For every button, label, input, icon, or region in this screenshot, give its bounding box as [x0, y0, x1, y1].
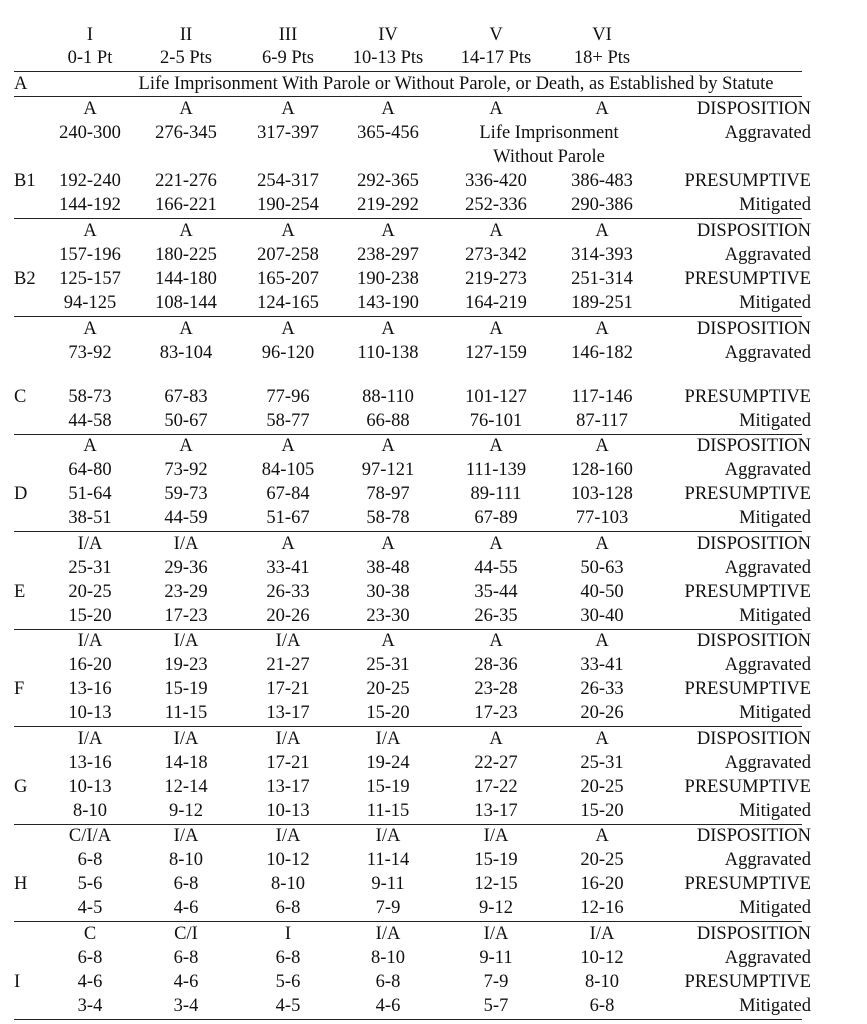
mitigated-cell: 15-20 — [580, 801, 624, 821]
mitigated-cell: 66-88 — [366, 411, 410, 431]
group-rule — [14, 1019, 802, 1020]
column-header-roman: II — [179, 25, 193, 45]
mitigated-row-label: Mitigated — [739, 606, 811, 626]
presumptive-cell: 23-29 — [164, 582, 208, 602]
presumptive-row-label: PRESUMPTIVE — [684, 484, 811, 504]
disposition-cell: A — [489, 534, 503, 554]
presumptive-cell: 125-157 — [59, 269, 121, 289]
presumptive-cell: 6-8 — [173, 874, 199, 894]
group-rule — [14, 316, 802, 317]
aggravated-row-label: Aggravated — [724, 655, 811, 675]
offense-class-label: G — [14, 777, 28, 797]
disposition-cell: A — [489, 436, 503, 456]
aggravated-cell: 28-36 — [474, 655, 518, 675]
mitigated-cell: 67-89 — [474, 508, 518, 528]
presumptive-cell: 88-110 — [362, 387, 414, 407]
disposition-cell: A — [381, 436, 395, 456]
aggravated-cell: 16-20 — [68, 655, 112, 675]
aggravated-cell: 6-8 — [77, 948, 103, 968]
life-imprisonment-merged-cell: Without Parole — [493, 147, 605, 167]
mitigated-cell: 4-6 — [173, 898, 199, 918]
disposition-cell: A — [179, 436, 193, 456]
disposition-cell: A — [381, 99, 395, 119]
offense-class-label: D — [14, 484, 28, 504]
aggravated-cell: 50-63 — [580, 558, 624, 578]
presumptive-cell: 59-73 — [164, 484, 208, 504]
aggravated-cell: 33-41 — [580, 655, 624, 675]
aggravated-cell: 111-139 — [465, 460, 527, 480]
mitigated-cell: 124-165 — [257, 293, 319, 313]
aggravated-cell: 73-92 — [164, 460, 208, 480]
disposition-cell: A — [489, 631, 503, 651]
disposition-row-label: DISPOSITION — [696, 924, 811, 944]
disposition-cell: I/A — [77, 534, 103, 554]
disposition-cell: A — [489, 221, 503, 241]
disposition-cell: A — [281, 436, 295, 456]
presumptive-cell: 221-276 — [155, 171, 217, 191]
column-header-roman: V — [489, 25, 503, 45]
mitigated-cell: 189-251 — [571, 293, 633, 313]
disposition-cell: I/A — [275, 729, 301, 749]
offense-class-label: B1 — [14, 171, 36, 191]
mitigated-cell: 58-77 — [266, 411, 310, 431]
disposition-cell: A — [83, 221, 97, 241]
presumptive-cell: 144-180 — [155, 269, 217, 289]
aggravated-cell: 44-55 — [474, 558, 518, 578]
row-a-label: A — [14, 74, 28, 94]
disposition-row-label: DISPOSITION — [696, 729, 811, 749]
mitigated-cell: 4-6 — [375, 996, 401, 1016]
presumptive-cell: 20-25 — [68, 582, 112, 602]
presumptive-cell: 58-73 — [68, 387, 112, 407]
disposition-cell: A — [381, 319, 395, 339]
mitigated-cell: 290-386 — [571, 195, 633, 215]
presumptive-cell: 101-127 — [465, 387, 527, 407]
disposition-cell: A — [281, 534, 295, 554]
aggravated-cell: 19-24 — [366, 753, 410, 773]
aggravated-cell: 8-10 — [371, 948, 405, 968]
disposition-cell: I/A — [173, 826, 199, 846]
aggravated-cell: 365-456 — [357, 123, 419, 143]
mitigated-cell: 38-51 — [68, 508, 112, 528]
aggravated-cell: 20-25 — [580, 850, 624, 870]
presumptive-cell: 7-9 — [483, 972, 509, 992]
aggravated-cell: 276-345 — [155, 123, 217, 143]
presumptive-cell: 4-6 — [77, 972, 103, 992]
offense-class-label: I — [14, 972, 21, 992]
mitigated-cell: 4-5 — [275, 996, 301, 1016]
mitigated-cell: 58-78 — [366, 508, 410, 528]
mitigated-cell: 26-35 — [474, 606, 518, 626]
mitigated-row-label: Mitigated — [739, 996, 811, 1016]
disposition-row-label: DISPOSITION — [696, 826, 811, 846]
mitigated-cell: 6-8 — [275, 898, 301, 918]
presumptive-row-label: PRESUMPTIVE — [684, 582, 811, 602]
aggravated-cell: 10-12 — [580, 948, 624, 968]
disposition-cell: A — [595, 534, 609, 554]
aggravated-cell: 240-300 — [59, 123, 121, 143]
disposition-cell: I/A — [173, 631, 199, 651]
aggravated-cell: 21-27 — [266, 655, 310, 675]
aggravated-cell: 64-80 — [68, 460, 112, 480]
presumptive-row-label: PRESUMPTIVE — [684, 679, 811, 699]
presumptive-cell: 6-8 — [375, 972, 401, 992]
disposition-row-label: DISPOSITION — [696, 436, 811, 456]
header-rule — [14, 71, 802, 72]
aggravated-row-label: Aggravated — [724, 558, 811, 578]
aggravated-cell: 19-23 — [164, 655, 208, 675]
presumptive-cell: 12-14 — [164, 777, 208, 797]
column-header-points: 18+ Pts — [573, 48, 631, 68]
presumptive-cell: 386-483 — [571, 171, 633, 191]
aggravated-row-label: Aggravated — [724, 460, 811, 480]
presumptive-cell: 23-28 — [474, 679, 518, 699]
presumptive-row-label: PRESUMPTIVE — [684, 269, 811, 289]
mitigated-cell: 20-26 — [580, 703, 624, 723]
presumptive-cell: 20-25 — [580, 777, 624, 797]
group-rule — [14, 921, 802, 922]
aggravated-row-label: Aggravated — [724, 753, 811, 773]
mitigated-cell: 7-9 — [375, 898, 401, 918]
life-imprisonment-merged-cell: Life Imprisonment — [479, 123, 619, 143]
aggravated-cell: 22-27 — [474, 753, 518, 773]
aggravated-cell: 127-159 — [465, 343, 527, 363]
mitigated-row-label: Mitigated — [739, 898, 811, 918]
presumptive-cell: 5-6 — [77, 874, 103, 894]
aggravated-row-label: Aggravated — [724, 123, 811, 143]
aggravated-cell: 207-258 — [257, 245, 319, 265]
mitigated-cell: 30-40 — [580, 606, 624, 626]
aggravated-row-label: Aggravated — [724, 245, 811, 265]
mitigated-cell: 3-4 — [173, 996, 199, 1016]
presumptive-cell: 78-97 — [366, 484, 410, 504]
presumptive-cell: 117-146 — [571, 387, 633, 407]
offense-class-label: B2 — [14, 269, 36, 289]
disposition-row-label: DISPOSITION — [696, 319, 811, 339]
mitigated-cell: 10-13 — [68, 703, 112, 723]
mitigated-cell: 144-192 — [59, 195, 121, 215]
presumptive-cell: 17-21 — [266, 679, 310, 699]
mitigated-cell: 4-5 — [77, 898, 103, 918]
disposition-cell: A — [179, 99, 193, 119]
mitigated-row-label: Mitigated — [739, 195, 811, 215]
aggravated-cell: 73-92 — [68, 343, 112, 363]
presumptive-cell: 103-128 — [571, 484, 633, 504]
presumptive-cell: 165-207 — [257, 269, 319, 289]
disposition-cell: C/I — [174, 924, 198, 944]
presumptive-cell: 67-84 — [266, 484, 310, 504]
aggravated-cell: 273-342 — [465, 245, 527, 265]
disposition-cell: A — [83, 99, 97, 119]
mitigated-cell: 9-12 — [169, 801, 203, 821]
presumptive-cell: 251-314 — [571, 269, 633, 289]
presumptive-cell: 8-10 — [585, 972, 619, 992]
presumptive-cell: 15-19 — [366, 777, 410, 797]
aggravated-cell: 6-8 — [275, 948, 301, 968]
disposition-cell: C — [83, 924, 97, 944]
disposition-cell: C/I/A — [68, 826, 112, 846]
aggravated-cell: 6-8 — [77, 850, 103, 870]
column-header-points: 0-1 Pt — [67, 48, 113, 68]
disposition-cell: A — [489, 99, 503, 119]
aggravated-cell: 157-196 — [59, 245, 121, 265]
aggravated-cell: 29-36 — [164, 558, 208, 578]
disposition-cell: I/A — [275, 826, 301, 846]
presumptive-row-label: PRESUMPTIVE — [684, 972, 811, 992]
column-header-roman: VI — [592, 25, 612, 45]
disposition-cell: I/A — [375, 826, 401, 846]
mitigated-cell: 10-13 — [266, 801, 310, 821]
mitigated-cell: 44-59 — [164, 508, 208, 528]
disposition-cell: A — [595, 99, 609, 119]
aggravated-cell: 84-105 — [261, 460, 315, 480]
aggravated-cell: 110-138 — [357, 343, 419, 363]
presumptive-cell: 77-96 — [266, 387, 310, 407]
mitigated-row-label: Mitigated — [739, 703, 811, 723]
disposition-cell: A — [179, 221, 193, 241]
aggravated-cell: 25-31 — [68, 558, 112, 578]
presumptive-cell: 292-365 — [357, 171, 419, 191]
mitigated-cell: 143-190 — [357, 293, 419, 313]
aggravated-cell: 238-297 — [357, 245, 419, 265]
disposition-cell: A — [595, 436, 609, 456]
aggravated-row-label: Aggravated — [724, 948, 811, 968]
disposition-cell: I/A — [77, 729, 103, 749]
mitigated-cell: 164-219 — [465, 293, 527, 313]
disposition-cell: I/A — [77, 631, 103, 651]
aggravated-cell: 13-16 — [68, 753, 112, 773]
disposition-cell: I/A — [173, 534, 199, 554]
mitigated-cell: 23-30 — [366, 606, 410, 626]
aggravated-cell: 97-121 — [361, 460, 415, 480]
column-header-points: 6-9 Pts — [262, 48, 314, 68]
disposition-cell: I/A — [375, 729, 401, 749]
mitigated-row-label: Mitigated — [739, 411, 811, 431]
disposition-cell: I — [284, 924, 292, 944]
aggravated-cell: 10-12 — [266, 850, 310, 870]
column-header-points: 14-17 Pts — [460, 48, 532, 68]
mitigated-cell: 15-20 — [366, 703, 410, 723]
offense-class-label: E — [14, 582, 26, 602]
presumptive-cell: 254-317 — [257, 171, 319, 191]
mitigated-cell: 44-58 — [68, 411, 112, 431]
mitigated-cell: 51-67 — [266, 508, 310, 528]
aggravated-cell: 25-31 — [580, 753, 624, 773]
aggravated-cell: 317-397 — [257, 123, 319, 143]
aggravated-cell: 11-14 — [366, 850, 410, 870]
presumptive-cell: 35-44 — [474, 582, 518, 602]
disposition-row-label: DISPOSITION — [696, 221, 811, 241]
mitigated-cell: 17-23 — [474, 703, 518, 723]
presumptive-cell: 51-64 — [68, 484, 112, 504]
presumptive-cell: 13-16 — [68, 679, 112, 699]
disposition-cell: A — [595, 319, 609, 339]
presumptive-cell: 40-50 — [580, 582, 624, 602]
column-header-points: 10-13 Pts — [352, 48, 424, 68]
disposition-cell: I/A — [483, 826, 509, 846]
presumptive-cell: 8-10 — [271, 874, 305, 894]
mitigated-cell: 15-20 — [68, 606, 112, 626]
group-rule — [14, 218, 802, 219]
disposition-cell: I/A — [173, 729, 199, 749]
aggravated-row-label: Aggravated — [724, 343, 811, 363]
presumptive-cell: 10-13 — [68, 777, 112, 797]
mitigated-cell: 76-101 — [469, 411, 523, 431]
aggravated-cell: 128-160 — [571, 460, 633, 480]
aggravated-row-label: Aggravated — [724, 850, 811, 870]
mitigated-row-label: Mitigated — [739, 293, 811, 313]
disposition-cell: A — [83, 436, 97, 456]
mitigated-row-label: Mitigated — [739, 508, 811, 528]
presumptive-cell: 16-20 — [580, 874, 624, 894]
mitigated-cell: 50-67 — [164, 411, 208, 431]
mitigated-cell: 87-117 — [576, 411, 628, 431]
aggravated-cell: 8-10 — [169, 850, 203, 870]
aggravated-cell: 314-393 — [571, 245, 633, 265]
disposition-row-label: DISPOSITION — [696, 99, 811, 119]
presumptive-row-label: PRESUMPTIVE — [684, 171, 811, 191]
mitigated-cell: 77-103 — [575, 508, 629, 528]
mitigated-cell: 17-23 — [164, 606, 208, 626]
mitigated-cell: 20-26 — [266, 606, 310, 626]
disposition-cell: A — [381, 631, 395, 651]
mitigated-cell: 12-16 — [580, 898, 624, 918]
column-header-roman: I — [86, 25, 94, 45]
presumptive-cell: 15-19 — [164, 679, 208, 699]
presumptive-cell: 336-420 — [465, 171, 527, 191]
presumptive-cell: 89-111 — [470, 484, 522, 504]
disposition-cell: A — [281, 99, 295, 119]
mitigated-cell: 13-17 — [474, 801, 518, 821]
aggravated-cell: 96-120 — [261, 343, 315, 363]
aggravated-cell: 33-41 — [266, 558, 310, 578]
presumptive-row-label: PRESUMPTIVE — [684, 874, 811, 894]
aggravated-cell: 6-8 — [173, 948, 199, 968]
aggravated-cell: 9-11 — [479, 948, 513, 968]
disposition-cell: A — [381, 221, 395, 241]
mitigated-cell: 190-254 — [257, 195, 319, 215]
mitigated-cell: 5-7 — [483, 996, 509, 1016]
disposition-cell: A — [281, 319, 295, 339]
presumptive-cell: 4-6 — [173, 972, 199, 992]
disposition-cell: A — [489, 729, 503, 749]
presumptive-cell: 5-6 — [275, 972, 301, 992]
mitigated-cell: 94-125 — [63, 293, 117, 313]
presumptive-cell: 12-15 — [474, 874, 518, 894]
mitigated-cell: 11-15 — [164, 703, 208, 723]
disposition-row-label: DISPOSITION — [696, 631, 811, 651]
disposition-cell: I/A — [375, 924, 401, 944]
column-header-points: 2-5 Pts — [160, 48, 212, 68]
column-header-roman: IV — [378, 25, 398, 45]
mitigated-cell: 9-12 — [479, 898, 513, 918]
aggravated-cell: 17-21 — [266, 753, 310, 773]
presumptive-row-label: PRESUMPTIVE — [684, 777, 811, 797]
aggravated-cell: 25-31 — [366, 655, 410, 675]
aggravated-cell: 14-18 — [164, 753, 208, 773]
presumptive-cell: 20-25 — [366, 679, 410, 699]
disposition-cell: I/A — [589, 924, 615, 944]
presumptive-cell: 30-38 — [366, 582, 410, 602]
aggravated-cell: 38-48 — [366, 558, 410, 578]
presumptive-row-label: PRESUMPTIVE — [684, 387, 811, 407]
mitigated-cell: 6-8 — [589, 996, 615, 1016]
group-rule — [14, 726, 802, 727]
presumptive-cell: 192-240 — [59, 171, 121, 191]
group-rule — [14, 531, 802, 532]
aggravated-cell: 180-225 — [155, 245, 217, 265]
disposition-cell: A — [489, 319, 503, 339]
presumptive-cell: 190-238 — [357, 269, 419, 289]
offense-class-label: C — [14, 387, 27, 407]
disposition-cell: I/A — [275, 631, 301, 651]
disposition-cell: A — [281, 221, 295, 241]
presumptive-cell: 17-22 — [474, 777, 518, 797]
disposition-cell: A — [595, 221, 609, 241]
mitigated-cell: 219-292 — [357, 195, 419, 215]
mitigated-cell: 8-10 — [73, 801, 107, 821]
column-header-roman: III — [278, 25, 298, 45]
mitigated-cell: 13-17 — [266, 703, 310, 723]
disposition-cell: A — [595, 729, 609, 749]
disposition-cell: A — [83, 319, 97, 339]
aggravated-cell: 15-19 — [474, 850, 518, 870]
disposition-cell: A — [595, 631, 609, 651]
row-a-text: Life Imprisonment With Parole or Without Parole, or Death, as Established by Statute — [138, 74, 774, 94]
offense-class-label: H — [14, 874, 28, 894]
mitigated-cell: 252-336 — [465, 195, 527, 215]
aggravated-cell: 146-182 — [571, 343, 633, 363]
mitigated-cell: 108-144 — [155, 293, 217, 313]
mitigated-cell: 11-15 — [366, 801, 410, 821]
presumptive-cell: 13-17 — [266, 777, 310, 797]
aggravated-cell: 83-104 — [159, 343, 213, 363]
mitigated-cell: 166-221 — [155, 195, 217, 215]
presumptive-cell: 219-273 — [465, 269, 527, 289]
mitigated-row-label: Mitigated — [739, 801, 811, 821]
presumptive-cell: 9-11 — [371, 874, 405, 894]
disposition-cell: A — [381, 534, 395, 554]
presumptive-cell: 26-33 — [580, 679, 624, 699]
disposition-cell: A — [595, 826, 609, 846]
disposition-cell: A — [179, 319, 193, 339]
offense-class-label: F — [14, 679, 25, 699]
presumptive-cell: 67-83 — [164, 387, 208, 407]
mitigated-cell: 3-4 — [77, 996, 103, 1016]
presumptive-cell: 26-33 — [266, 582, 310, 602]
disposition-row-label: DISPOSITION — [696, 534, 811, 554]
row-a-rule — [14, 96, 802, 97]
disposition-cell: I/A — [483, 924, 509, 944]
